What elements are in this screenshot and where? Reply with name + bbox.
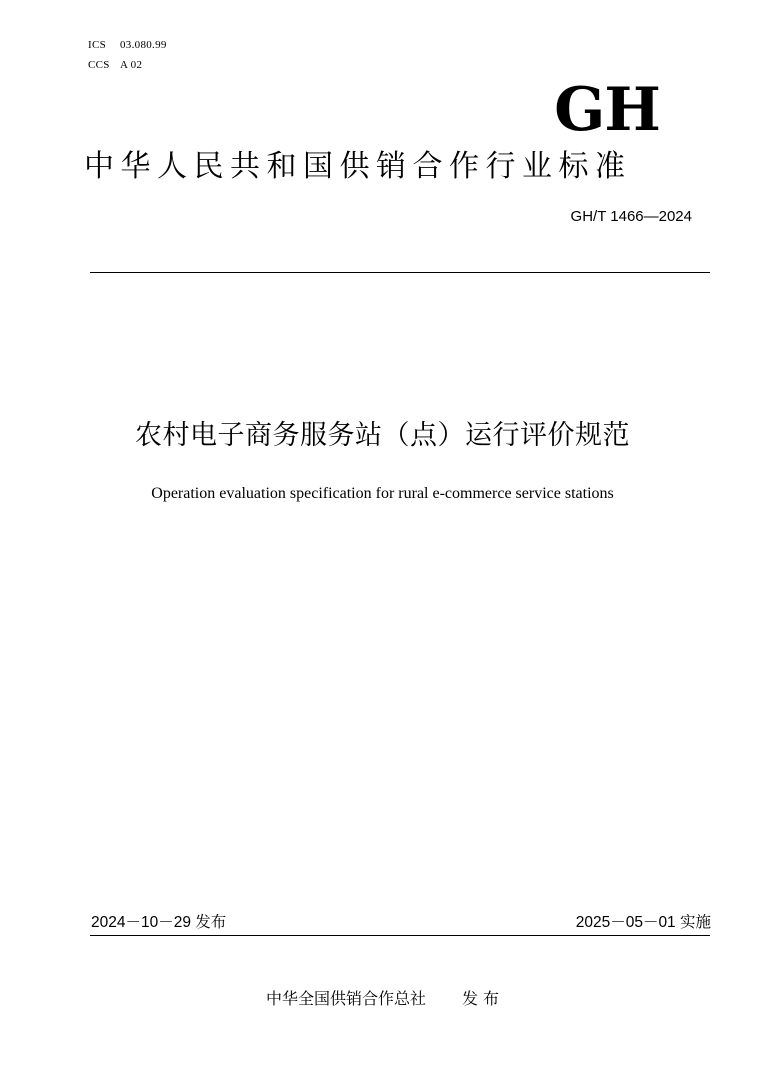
ics-classification bbox=[88, 35, 167, 56]
document-title-en: Operation evaluation specification for rural e-commerce service stations bbox=[151, 485, 614, 502]
gh-logo: GH bbox=[554, 75, 660, 145]
standard-number: GH/T 1466—2024 bbox=[570, 208, 692, 225]
ccs-label: CCS bbox=[88, 59, 110, 71]
document-title-cn: 农村电子商务服务站（点）运行评价规范 bbox=[135, 420, 630, 451]
ccs-classification bbox=[88, 55, 142, 76]
organization-heading: 中华人民共和国供销合作行业标准 bbox=[84, 149, 632, 184]
ics-code: 03.080.99 bbox=[120, 39, 167, 51]
ccs-code: A 02 bbox=[120, 59, 143, 71]
publisher-name: 中华全国供销合作总社 bbox=[265, 989, 426, 1008]
bottom-divider bbox=[90, 935, 710, 936]
implementation-date: 2025－05－01 实施 bbox=[575, 914, 711, 931]
issue-date: 2024－10－29 发布 bbox=[91, 914, 227, 931]
publish-action: 发 布 bbox=[461, 989, 500, 1008]
publisher-line bbox=[0, 985, 765, 1013]
ics-label: ICS bbox=[88, 39, 107, 51]
top-divider bbox=[90, 272, 710, 273]
